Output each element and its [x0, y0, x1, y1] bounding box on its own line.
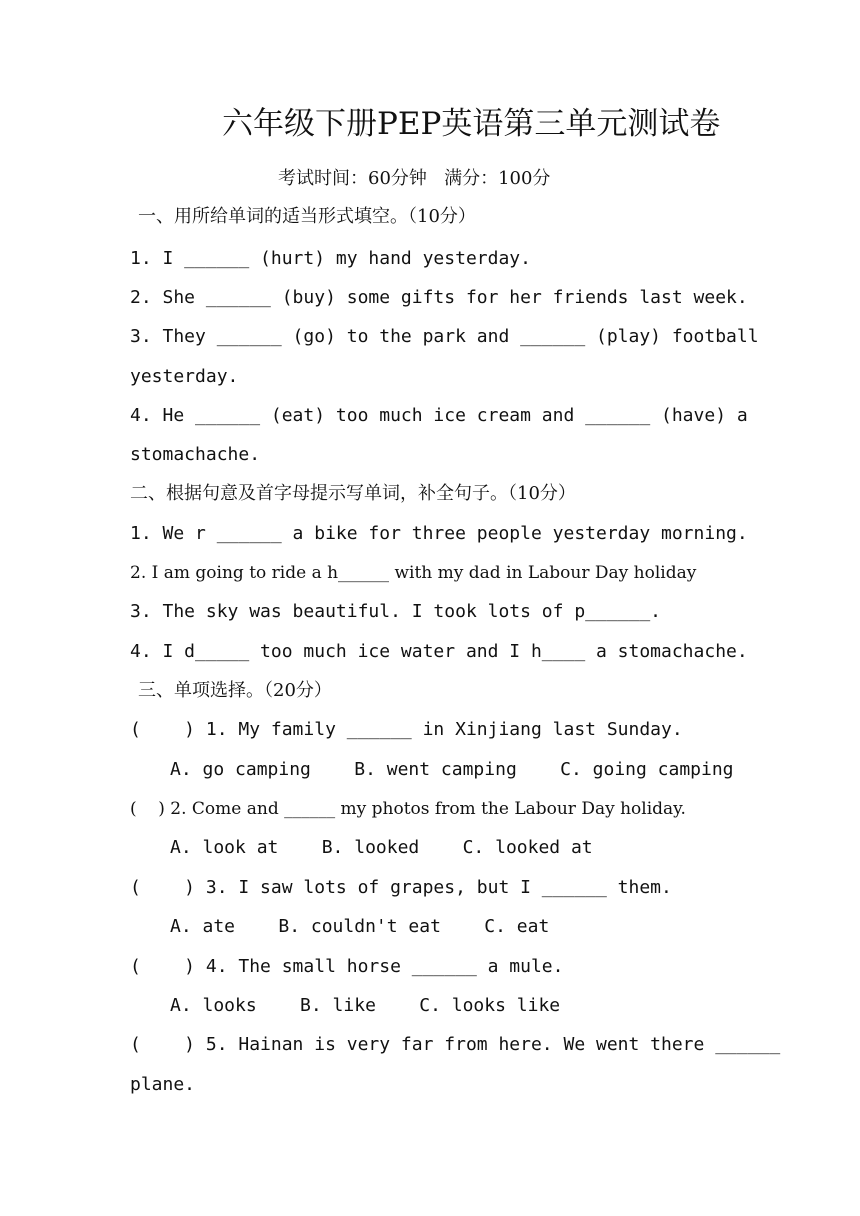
section1-line: stomachache. [130, 444, 261, 465]
question-3-options: A. ate B. couldn't eat C. eat [170, 916, 550, 937]
question-4-options: A. looks B. like C. looks like [170, 995, 561, 1016]
section1-line: 3. They ______ (go) to the park and ______ (play) football [130, 326, 759, 347]
section3-heading: 三、单项选择。（20分） [138, 680, 332, 701]
question-5: ( ) 5. Hainan is very far from here. We went there ______ [130, 1034, 781, 1055]
section1-line: 4. He ______ (eat) too much ice cream and ______ (have) a [130, 405, 748, 426]
section2-line: 1. We r ______ a bike for three people yesterday morning. [130, 523, 748, 544]
question-3: ( ) 3. I saw lots of grapes, but I ______ them. [130, 877, 672, 898]
section1-heading: 一、用所给单词的适当形式填空。（10分） [138, 206, 476, 227]
question-4: ( ) 4. The small horse ______ a mule. [130, 956, 564, 977]
section2-line: 4. I d_____ too much ice water and I h____ a stomachache. [130, 641, 748, 662]
section2-line: 3. The sky was beautiful. I took lots of p______. [130, 601, 662, 622]
section2-heading: 二、根据句意及首字母提示写单词，补全句子。（10分） [130, 483, 576, 504]
question-5-continuation: plane. [130, 1074, 196, 1095]
section1-line: yesterday. [130, 366, 239, 387]
section1-line: 1. I ______ (hurt) my hand yesterday. [130, 248, 531, 269]
exam-meta: 考试时间：60分钟 满分：100分 [278, 168, 551, 189]
question-1: ( ) 1. My family ______ in Xinjiang last Sunday. [130, 719, 683, 740]
question-2-options: A. look at B. looked C. looked at [170, 837, 593, 858]
question-2: ( ) 2. Come and ______ my photos from the Labour Day holiday. [130, 799, 686, 819]
section2-line: 2. I am going to ride a h______ with my dad in Labour Day holiday [130, 563, 697, 583]
question-1-options: A. go camping B. went camping C. going camping [170, 759, 734, 780]
exam-title: 六年级下册PEP英语第三单元测试卷 [222, 106, 721, 142]
section1-line: 2. She ______ (buy) some gifts for her friends last week. [130, 287, 748, 308]
